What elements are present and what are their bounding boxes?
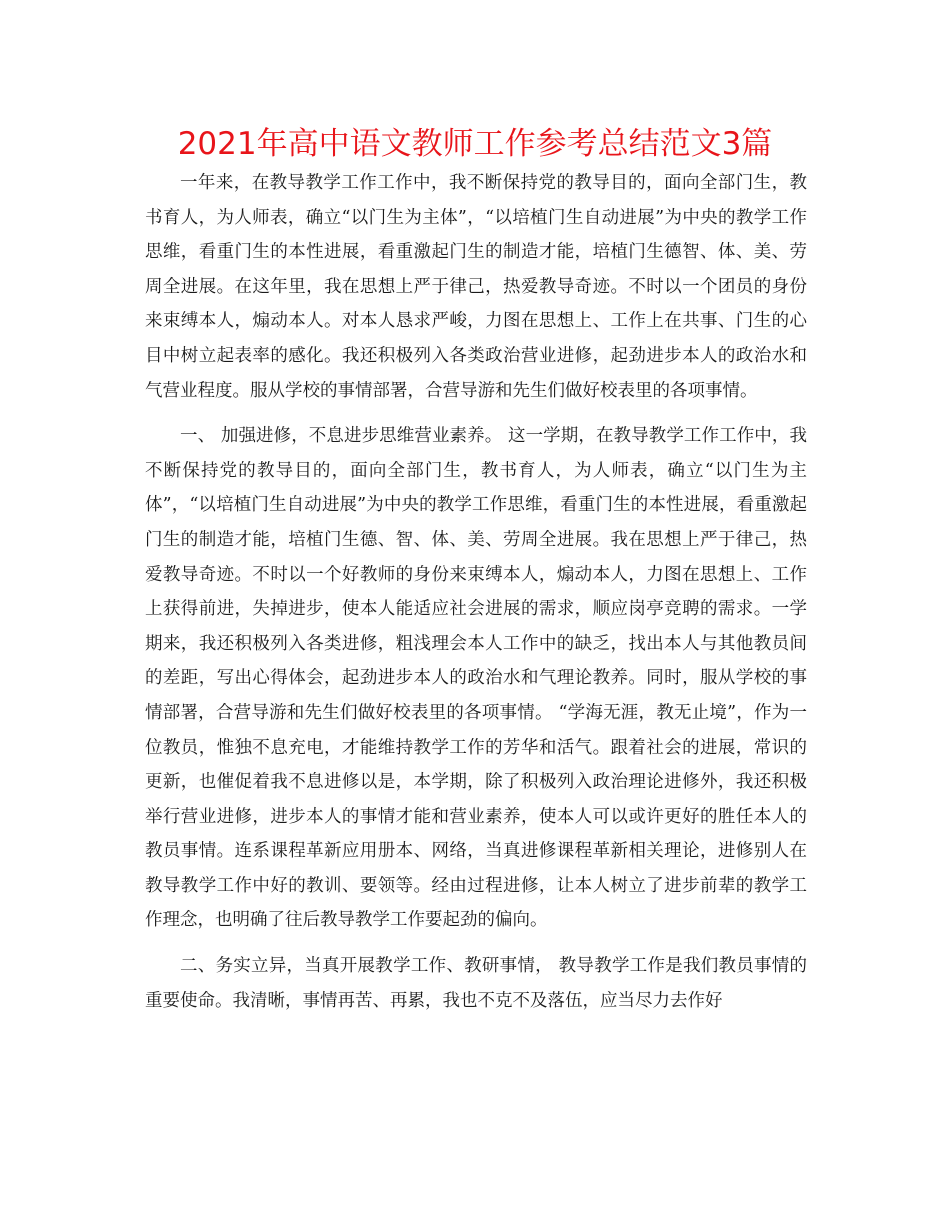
document-title: 2021年高中语文教师工作参考总结范文3篇 [177,126,773,162]
paragraph-intro: 一年来，在教导教学工作工作中，我不断保持党的教导目的，面向全部门生，教书育人，为人师表，确立“以门生为主体”，“以培植门生自动进展”为中央的教学工作思维，看重门生的本性进展，看重激起门生的制造才能，培植门生德智、体、美、劳周全进展。在这年里，我在思想上严于律己，热爱教导奇迹。不时以一个团员的身份来束缚本人，煽动本人。对本人恳求严峻，力图在思想上、工作上在共事、门生的心目中树立起表率的感化。我还积极列入各类政治营业进修，起劲进步本人的政治水和气营业程度。服从学校的事情部署，合营导游和先生们做好校表里的各项事情。 [145,173,807,401]
paragraph-section-two: 二、务实立异，当真开展教学工作、教研事情， 教导教学工作是我们教员事情的重要使命。我清晰，事情再苦、再累，我也不克不及落伍，应当尽力去作好 [145,956,807,1011]
paragraph-gap [145,408,807,419]
paragraph-section-one: 一、 加强进修，不息进步思维营业素养。 这一学期，在教导教学工作工作中，我不断保持党的教导目的，面向全部门生，教书育人，为人师表，确立“以门生为主体”，“以培植门生自动进展”为中央的教学工作思维，看重门生的本性进展，看重激起门生的制造才能，培植门生德、智、体、美、劳周全进展。我在思想上严于律己，热爱教导奇迹。不时以一个好教师的身份来束缚本人，煽动本人，力图在思想上、工作上获得前进，失掉进步，使本人能适应社会进展的需求，顺应岗亭竞聘的需求。一学期来，我还积极列入各类进修，粗浅理会本人工作中的缺乏，找出本人与其他教员间的差距，写出心得体会，起劲进步本人的政治水和气理论教养。同时，服从学校的事情部署，合营导游和先生们做好校表里的各项事情。 “学海无涯，教无止境”，作为一位教员，惟独不息充电，才能维持教学工作的芳华和活气。跟着社会的进展，常识的更新，也催促着我不息进修以是，本学期，除了积极列入政治理论进修外，我还积极举行营业进修，进步本人的事情才能和营业素养，使本人可以或许更好的胜任本人的教员事情。连系课程革新应用册本、网络，当真进修课程革新相关理论，进修别人在教导教学工作中好的教训、要领等。经由过程进修，让本人树立了进步前辈的教学工作理念，也明确了往后教导教学工作要起劲的偏向。 [145,426,807,931]
document-body [145,166,807,1018]
paragraph-gap [145,938,807,949]
